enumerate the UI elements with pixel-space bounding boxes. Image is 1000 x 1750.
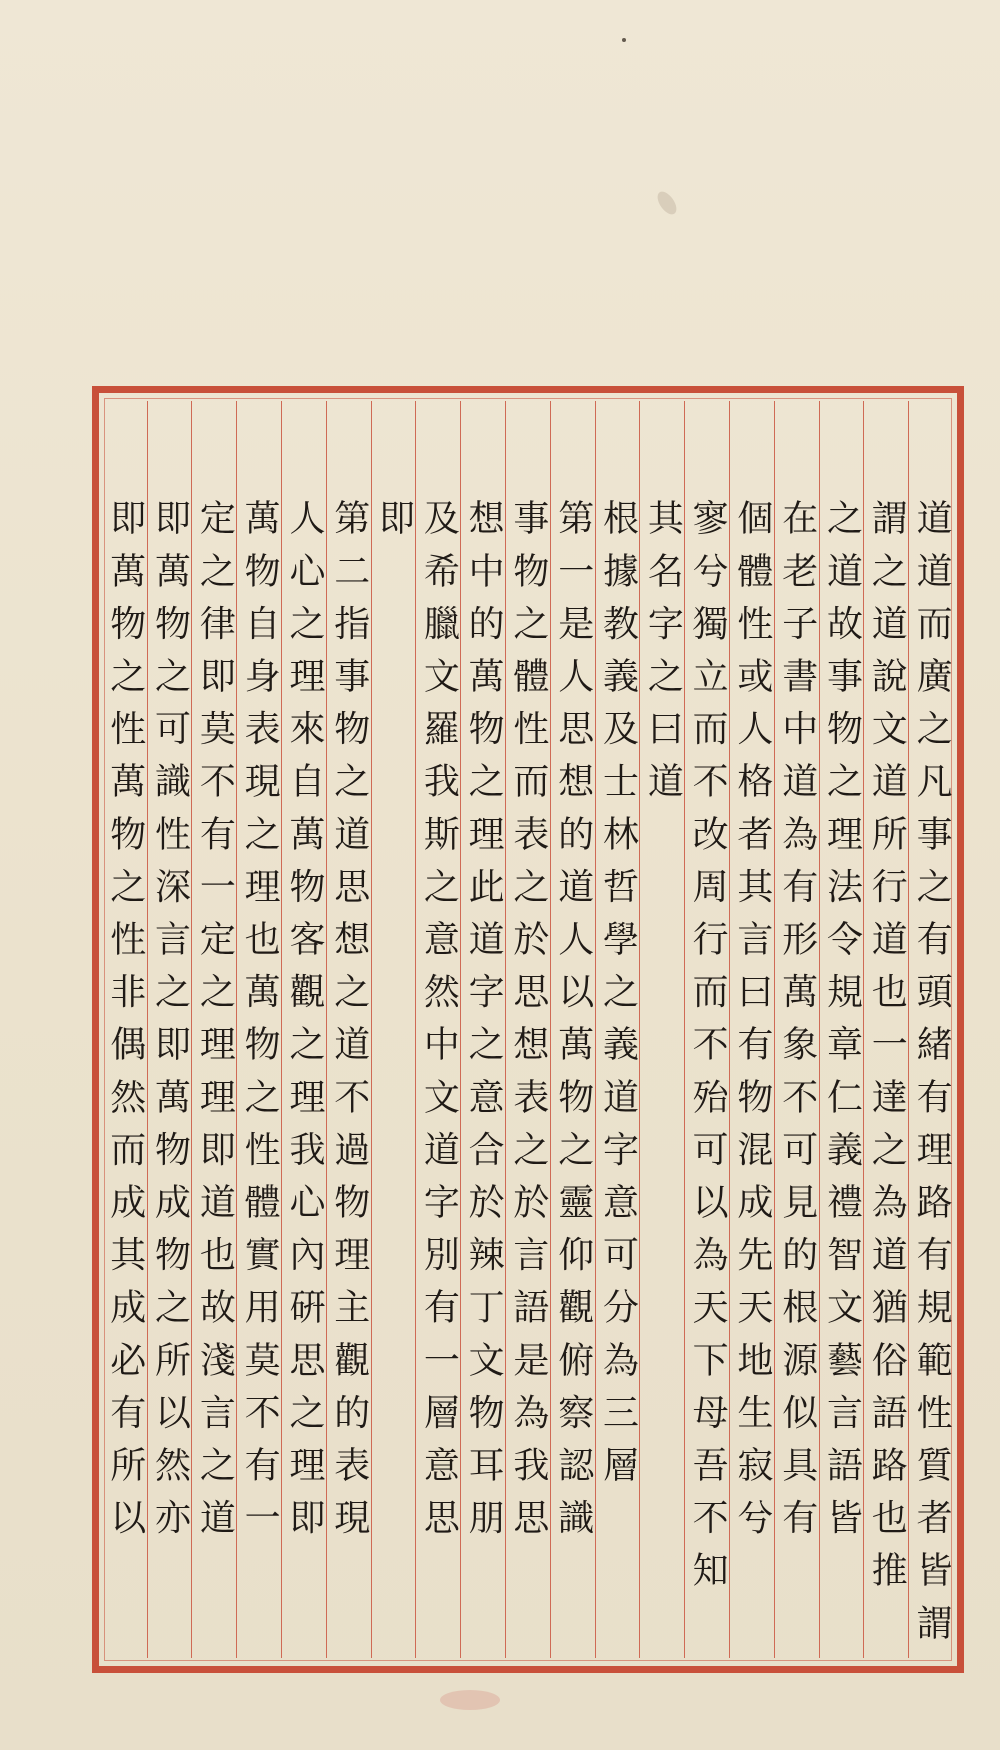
column-text: 即萬物之可識性深言之即萬物成物之所以然亦 bbox=[149, 499, 191, 1551]
text-column bbox=[819, 401, 864, 1658]
text-column bbox=[863, 401, 908, 1658]
text-column bbox=[281, 401, 326, 1658]
text-column bbox=[103, 401, 147, 1658]
column-text: 第一是人思想的道人以萬物之靈仰觀俯察認識 bbox=[552, 499, 594, 1551]
column-text: 根據教義及士林哲學之義道字意可分為三層 bbox=[597, 499, 639, 1499]
text-column bbox=[908, 401, 953, 1658]
column-text: 第二指事物之道思想之道不過物理主觀的表現 bbox=[328, 499, 370, 1551]
text-column bbox=[460, 401, 505, 1658]
column-text: 即 bbox=[373, 499, 415, 552]
text-column bbox=[774, 401, 819, 1658]
text-column bbox=[371, 401, 416, 1658]
text-column bbox=[729, 401, 774, 1658]
text-frame bbox=[92, 386, 964, 1673]
text-column bbox=[415, 401, 460, 1658]
column-text: 其名字之曰道 bbox=[642, 499, 684, 815]
column-text: 想中的萬物之理此道字之意合於辣丁文物耳朋 bbox=[463, 499, 505, 1551]
column-text: 萬物自身表現之理也萬物之性體實用莫不有一 bbox=[239, 499, 281, 1551]
text-column bbox=[505, 401, 550, 1658]
paper-speck bbox=[622, 38, 626, 42]
column-text: 人心之理來自萬物客觀之理我心內硏思之理即 bbox=[283, 499, 325, 1551]
column-text: 及希臘文羅我斯之意然中文道字別有一層意思 bbox=[418, 499, 460, 1551]
column-text: 個體性或人格者其言曰有物混成先天地生寂兮 bbox=[731, 499, 773, 1551]
column-text: 謂之道說文道所行道也一達之為道猶俗語路也推 bbox=[866, 499, 908, 1604]
text-column bbox=[147, 401, 192, 1658]
column-text: 在老子書中道為有形萬象不可見的根源似具有 bbox=[776, 499, 818, 1551]
text-column bbox=[684, 401, 729, 1658]
text-column bbox=[550, 401, 595, 1658]
column-text: 事物之體性而表之於思想表之於言語是為我思 bbox=[507, 499, 549, 1551]
column-text: 即萬物之性萬物之性非偶然而成其成必有所以 bbox=[104, 499, 146, 1551]
paper-stain bbox=[654, 188, 680, 217]
text-column bbox=[326, 401, 371, 1658]
text-column bbox=[191, 401, 236, 1658]
text-column bbox=[236, 401, 281, 1658]
text-column bbox=[639, 401, 684, 1658]
column-text: 定之律即莫不有一定之理理即道也故淺言之道 bbox=[194, 499, 236, 1551]
column-text: 道道而廣之凡事之有頭緒有理路有規範性質者皆謂 bbox=[911, 499, 953, 1657]
paper-stain bbox=[440, 1690, 500, 1710]
column-text: 寥兮獨立而不改周行而不殆可以為天下母吾不知 bbox=[687, 499, 729, 1604]
column-text: 之道故事物之理法令規章仁義禮智文藝言語皆 bbox=[821, 499, 863, 1551]
text-column bbox=[595, 401, 640, 1658]
